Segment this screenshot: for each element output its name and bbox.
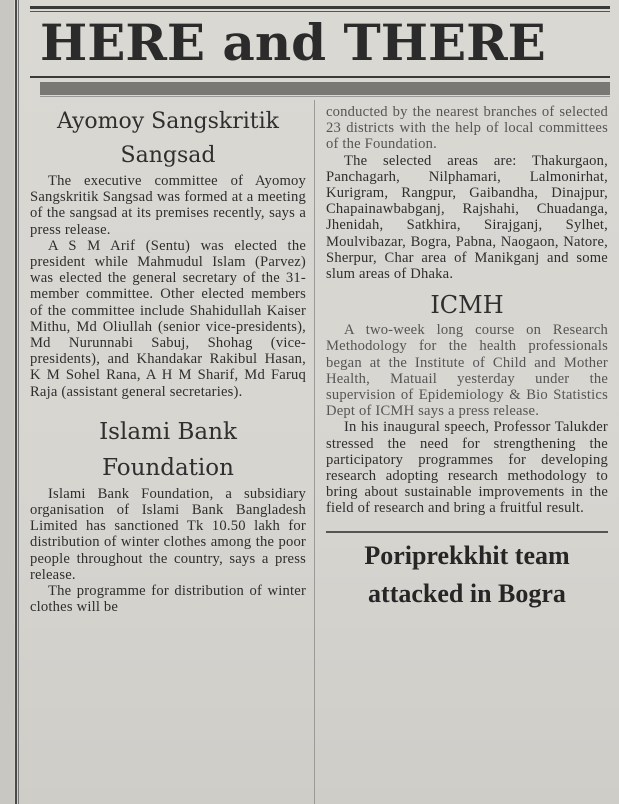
article-paragraph: The programme for distribution of winter clothes will be — [30, 583, 306, 616]
article-heading — [30, 105, 306, 173]
article-heading — [326, 537, 608, 613]
article-paragraph: conducted by the nearest branches of selected 23 districts with the help of local committees of the Foundation. — [326, 104, 608, 153]
heading-line: Ayomoy Sangskritik — [56, 109, 280, 134]
heading-line: Islami Bank — [99, 418, 237, 445]
heading-line: Poriprekkhit team — [364, 540, 570, 570]
heading-line: Foundation — [102, 454, 234, 481]
column-border-rule — [15, 0, 17, 804]
right-column — [326, 104, 608, 613]
previous-page-margin — [0, 0, 14, 804]
heading-line: attacked in Bogra — [368, 578, 566, 608]
heading-line: Sangsad — [120, 143, 216, 168]
masthead-bar-underline — [40, 96, 610, 97]
left-column — [30, 100, 306, 615]
article-poriprekkhit — [326, 531, 608, 613]
article-heading — [30, 414, 306, 486]
article-icmh — [326, 288, 608, 516]
article-islami-bank — [30, 414, 306, 616]
article-paragraph: The selected areas are: Thakurgaon, Panchagarh, Nilphamari, Lalmonirhat, Kurigram, Rangpur, Gaibandha, Dinajpur, Chapainawbabganj, Rajshahi, Chuadanga, Jhenidah, Satkhira, Sirajganj, Sylhet, Moulvibazar, Bogra, Pabna, Naogaon, Natore, Sherpur, Char area of Manikganj and some slum areas of Dhaka. — [326, 152, 608, 283]
article-islami-bank-continued — [326, 104, 608, 282]
article-paragraph: Islami Bank Foundation, a subsidiary organisation of Islami Bank Bangladesh Limited has sanctioned Tk 10.50 lakh for distribution of winter clothes among the poor people throughout the country, says a press release. — [30, 485, 306, 583]
article-paragraph: The executive committee of Ayomoy Sangskritik Sangsad was formed at a meeting of the sangsad at its premises recently, says a press release. — [30, 173, 306, 238]
column-border-rule-thin — [18, 0, 19, 804]
section-masthead: HERE and THERE — [40, 13, 546, 72]
article-heading — [326, 288, 608, 322]
article-paragraph: A two-week long course on Research Methodology for the health professionals began at the Institute of Child and Mother Health, Matuail yesterday under the supervision of Epidemiology & Bio Statistics Dept of ICMH says a press release. — [326, 322, 608, 420]
column-divider — [314, 100, 315, 804]
masthead-top-rule — [30, 6, 610, 9]
masthead-bottom-rule — [30, 76, 610, 78]
heading-line: ICMH — [430, 291, 504, 320]
masthead-shaded-bar — [40, 82, 610, 95]
article-paragraph: A S M Arif (Sentu) was elected the president while Mahmudul Islam (Parvez) was elected the general secretary of the 31-member committee. Other elected members of the committee include Shahidullah Kaiser Mithu, Md Oliullah (senior vice-presidents), Md Nurunnabi Sabuj, Shohag (vice-presidents), and Khandakar Rakibul Hasan, K M Sohel Rana, A H M Sharif, Md Faruq Raja (assistant general secretaries). — [30, 237, 306, 400]
article-ayomoy — [30, 105, 306, 400]
article-paragraph: In his inaugural speech, Professor Talukder stressed the need for strengthening the participatory programmes for developing research adopting research methodology to bring about sustainable improvements in the field of research and bring a fruitful result. — [326, 419, 608, 517]
